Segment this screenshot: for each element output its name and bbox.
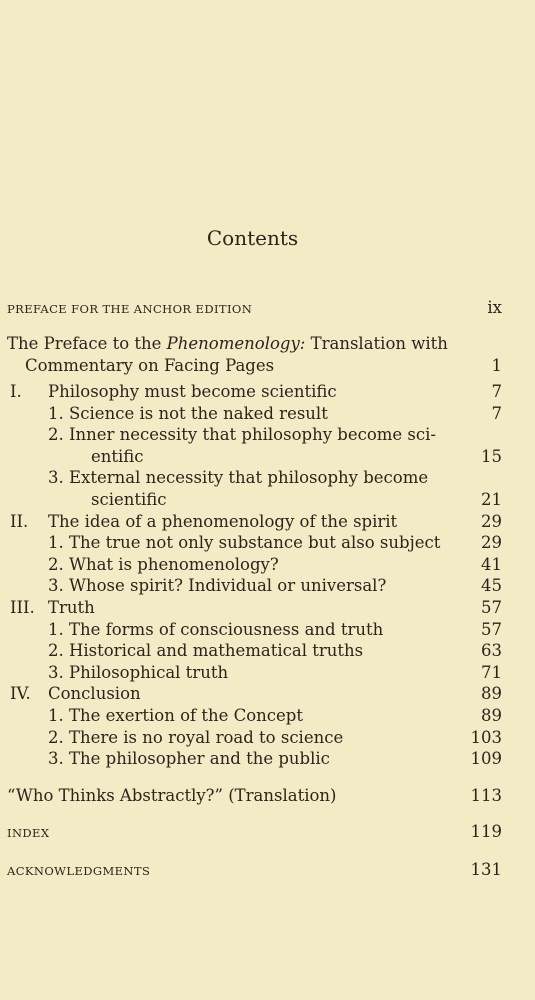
section-title: 1. The exertion of the Concept <box>48 706 304 725</box>
toc-section <box>0 554 535 576</box>
toc-section-cont <box>0 489 535 511</box>
toc-chapter <box>0 597 535 619</box>
toc-page: 89 <box>481 706 502 725</box>
toc-section <box>0 532 535 554</box>
page-title: Contents <box>206 226 299 250</box>
toc-page: 103 <box>470 728 502 747</box>
section-title: 3. Philosophical truth <box>48 663 229 682</box>
toc-label: INDEX <box>7 826 50 840</box>
toc-label: ACKNOWLEDGMENTS <box>7 864 151 878</box>
toc-page: 1 <box>491 356 502 375</box>
toc-section <box>0 727 535 749</box>
toc-page: ix <box>487 298 502 317</box>
toc-entry-abstractly <box>0 785 535 807</box>
toc-section <box>0 640 535 662</box>
toc-page: 131 <box>470 860 502 879</box>
toc-entry-acknowledgments <box>0 859 535 881</box>
toc-page: 109 <box>470 749 502 768</box>
section-title: 2. Inner necessity that philosophy become sci- <box>48 425 436 444</box>
toc-chapter <box>0 511 535 533</box>
toc-chapter <box>0 683 535 705</box>
toc-section <box>0 403 535 425</box>
section-title: 1. Science is not the naked result <box>48 404 328 423</box>
toc-page: 41 <box>481 555 502 574</box>
chapter-title: Conclusion <box>48 684 141 703</box>
toc-section <box>0 424 535 446</box>
section-title-cont: scientific <box>91 490 167 509</box>
section-title: 2. What is phenomenology? <box>48 555 279 574</box>
chapter-title: Truth <box>48 598 95 617</box>
toc-chapter <box>0 381 535 403</box>
section-title: 1. The forms of consciousness and truth <box>48 620 384 639</box>
toc-section <box>0 748 535 770</box>
toc-page: 45 <box>481 576 502 595</box>
chapter-title: Philosophy must become scientific <box>48 382 337 401</box>
toc-section <box>0 575 535 597</box>
toc-section <box>0 705 535 727</box>
toc-section <box>0 662 535 684</box>
toc-page: 21 <box>481 490 502 509</box>
toc-page: 89 <box>481 684 502 703</box>
chapter-number: IV. <box>10 684 31 703</box>
chapter-title: The idea of a phenomenology of the spirit <box>48 512 398 531</box>
toc-page: 113 <box>470 786 502 805</box>
section-title: 3. The philosopher and the public <box>48 749 330 768</box>
chapter-number: II. <box>10 512 29 531</box>
toc-page: 29 <box>481 512 502 531</box>
toc-entry-preface <box>0 333 535 355</box>
chapter-number: III. <box>10 598 35 617</box>
chapter-number: I. <box>10 382 22 401</box>
section-title: 3. Whose spirit? Individual or universal? <box>48 576 387 595</box>
toc-page: 57 <box>481 620 502 639</box>
toc-section <box>0 467 535 489</box>
section-title: 1. The true not only substance but also subject <box>48 533 441 552</box>
toc-page: 7 <box>491 404 502 423</box>
toc-page: 15 <box>481 447 502 466</box>
toc-entry-preface-cont <box>0 355 535 377</box>
toc-page: 71 <box>481 663 502 682</box>
toc-label: “Who Thinks Abstractly?” (Translation) <box>7 786 337 805</box>
toc-section <box>0 619 535 641</box>
toc-page: 29 <box>481 533 502 552</box>
toc-page: 57 <box>481 598 502 617</box>
section-title: 2. There is no royal road to science <box>48 728 344 747</box>
toc-entry-index <box>0 821 535 843</box>
section-title-cont: entific <box>91 447 144 466</box>
toc-section-cont <box>0 446 535 468</box>
section-title: 2. Historical and mathematical truths <box>48 641 364 660</box>
toc-entry-preface-anchor <box>0 297 535 319</box>
toc-page: 7 <box>491 382 502 401</box>
toc-label: The Preface to the Phenomenology: Translation with <box>7 334 448 353</box>
toc-label: PREFACE FOR THE ANCHOR EDITION <box>7 302 253 316</box>
toc-label: Commentary on Facing Pages <box>25 356 275 375</box>
section-title: 3. External necessity that philosophy become <box>48 468 429 487</box>
toc-page: 119 <box>470 822 502 841</box>
toc-page: 63 <box>481 641 502 660</box>
